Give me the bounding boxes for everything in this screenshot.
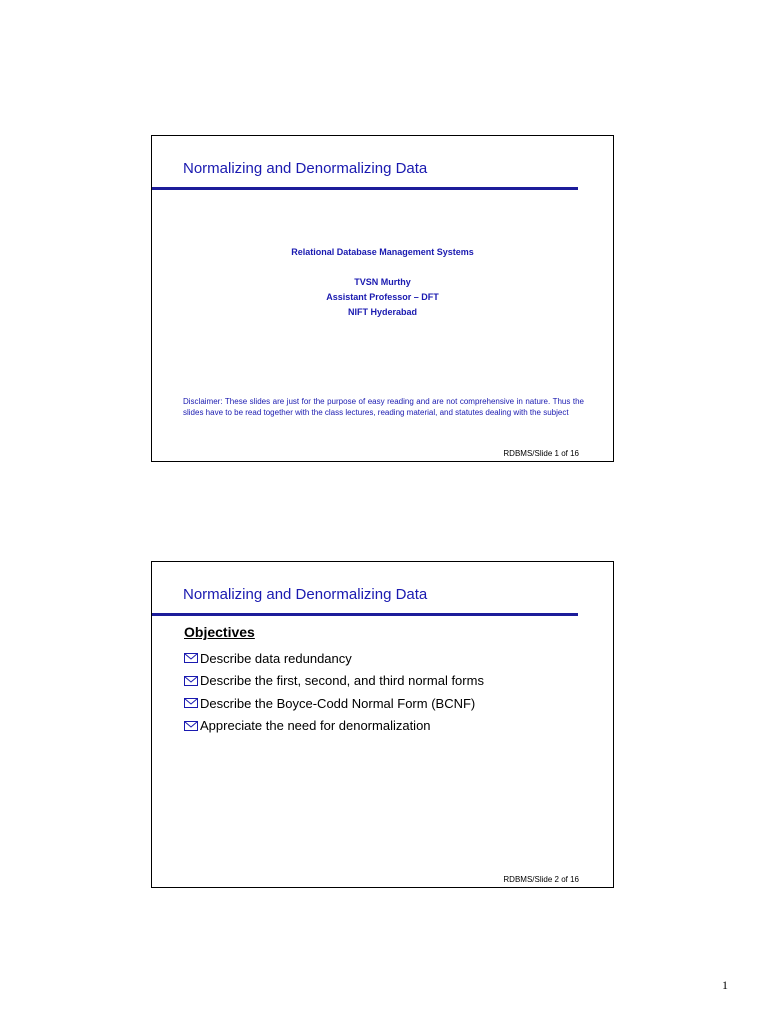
author-name: TVSN Murthy <box>354 277 411 287</box>
slide-1 <box>151 135 614 462</box>
page-number: 1 <box>722 978 728 992</box>
list-item <box>184 647 484 670</box>
list-item-text: Appreciate the need for denormalization <box>200 718 431 734</box>
title-divider <box>152 187 578 190</box>
list-item <box>184 670 484 693</box>
list-item <box>184 692 484 715</box>
slide-2 <box>151 561 614 888</box>
list-item <box>184 715 484 738</box>
slide-title: Normalizing and Denormalizing Data <box>183 586 428 603</box>
course-subtitle: Relational Database Management Systems <box>291 247 474 257</box>
list-item-text: Describe the first, second, and third normal forms <box>200 673 484 689</box>
objectives-list <box>184 647 484 737</box>
list-item-text: Describe the Boyce-Codd Normal Form (BCNF) <box>200 695 476 711</box>
envelope-icon <box>184 653 198 663</box>
author-organization: NIFT Hyderabad <box>347 307 417 317</box>
title-divider <box>152 613 578 616</box>
disclaimer-text: Disclaimer: These slides are just for the purpose of easy reading and are not comprehensive in nature. Thus the slides have to be read together with the class lectures, reading material, and statutes dealing with the subject <box>183 397 584 417</box>
slide-title: Normalizing and Denormalizing Data <box>183 160 428 177</box>
envelope-icon <box>184 698 198 708</box>
envelope-icon <box>184 676 198 686</box>
slide-footer: RDBMS/Slide 1 of 16 <box>503 449 579 458</box>
objectives-heading: Objectives <box>184 624 255 640</box>
slide-footer: RDBMS/Slide 2 of 16 <box>503 875 579 884</box>
author-role: Assistant Professor – DFT <box>326 292 439 302</box>
envelope-icon <box>184 721 198 731</box>
list-item-text: Describe data redundancy <box>200 650 352 666</box>
